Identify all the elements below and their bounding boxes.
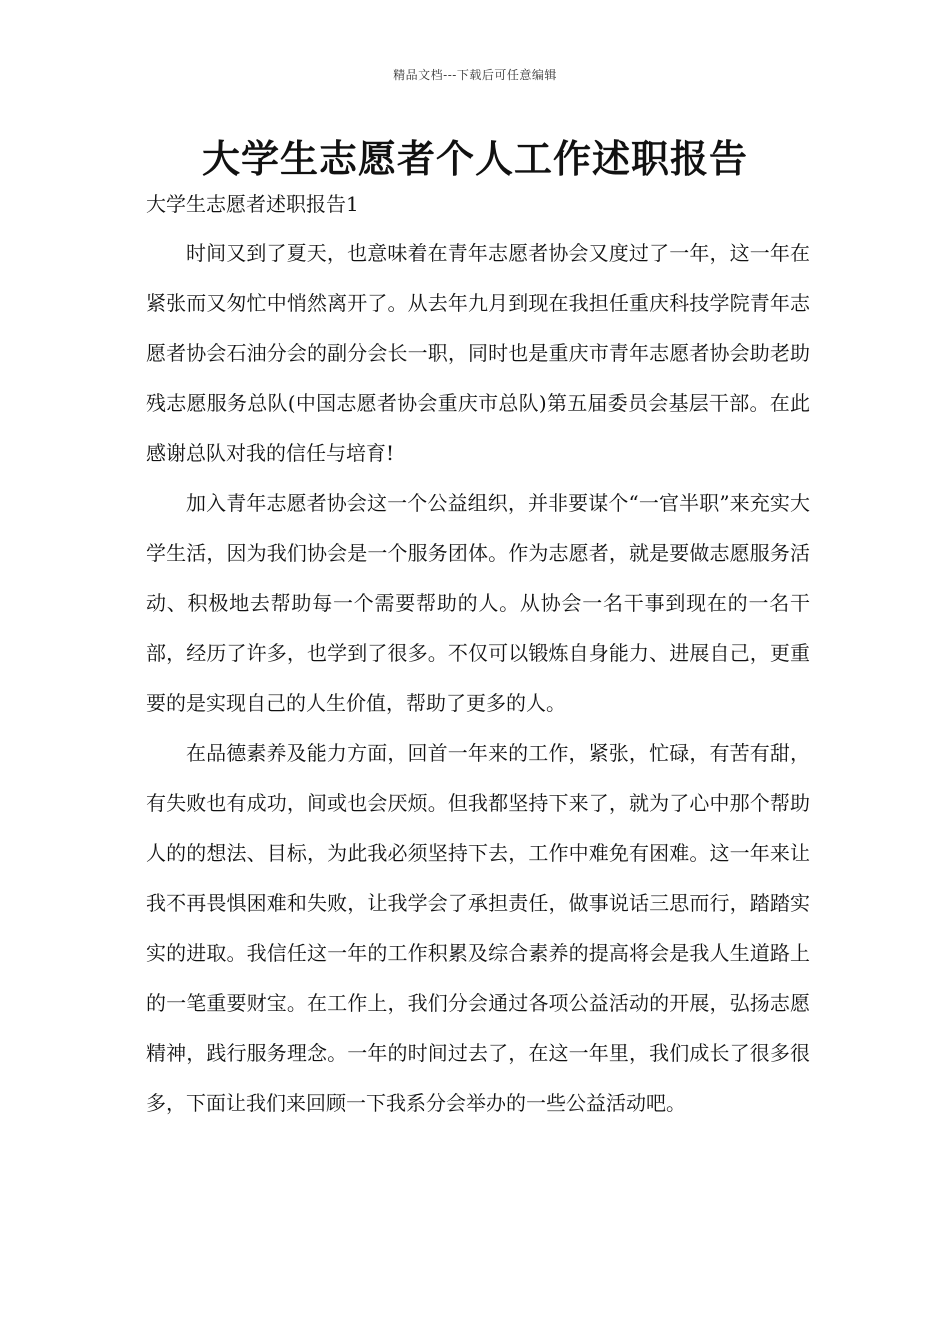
- header-note: 精品文档---下载后可任意编辑: [393, 68, 557, 82]
- body-text: [146, 228, 810, 1128]
- paragraph: 加入青年志愿者协会这一个公益组织，并非要谋个“一官半职”来充实大学生活，因为我们协会是一个服务团体。作为志愿者，就是要做志愿服务活动、积极地去帮助每一个需要帮助的人。从协会一名干事到现在的一名干部，经历了许多，也学到了很多。不仅可以锻炼自身能力、进展自己，更重要的是实现自己的人生价值，帮助了更多的人。: [146, 491, 810, 715]
- paragraph: 在品德素养及能力方面，回首一年来的工作，紧张，忙碌，有苦有甜，有失败也有成功，间或也会厌烦。但我都坚持下来了，就为了心中那个帮助人的的想法、目标，为此我必须坚持下去，工作中难免有困难。这一年来让我不再畏惧困难和失败，让我学会了承担责任，做事说话三思而行，踏踏实实的进取。我信任这一年的工作积累及综合素养的提高将会是我人生道路上的一笔重要财宝。在工作上，我们分会通过各项公益活动的开展，弘扬志愿精神，践行服务理念。一年的时间过去了，在这一年里，我们成长了很多很多，下面让我们来回顾一下我系分会举办的一些公益活动吧。: [146, 741, 810, 1115]
- document-title: 大学生志愿者个人工作述职报告: [201, 137, 748, 181]
- paragraph: 时间又到了夏天，也意味着在青年志愿者协会又度过了一年，这一年在紧张而又匆忙中悄然离开了。从去年九月到现在我担任重庆科技学院青年志愿者协会石油分会的副分会长一职，同时也是重庆市青年志愿者协会助老助残志愿服务总队(中国志愿者协会重庆市总队)第五届委员会基层干部。在此感谢总队对我的信任与培育!: [146, 241, 810, 465]
- report-subtitle: 大学生志愿者述职报告1: [146, 192, 359, 216]
